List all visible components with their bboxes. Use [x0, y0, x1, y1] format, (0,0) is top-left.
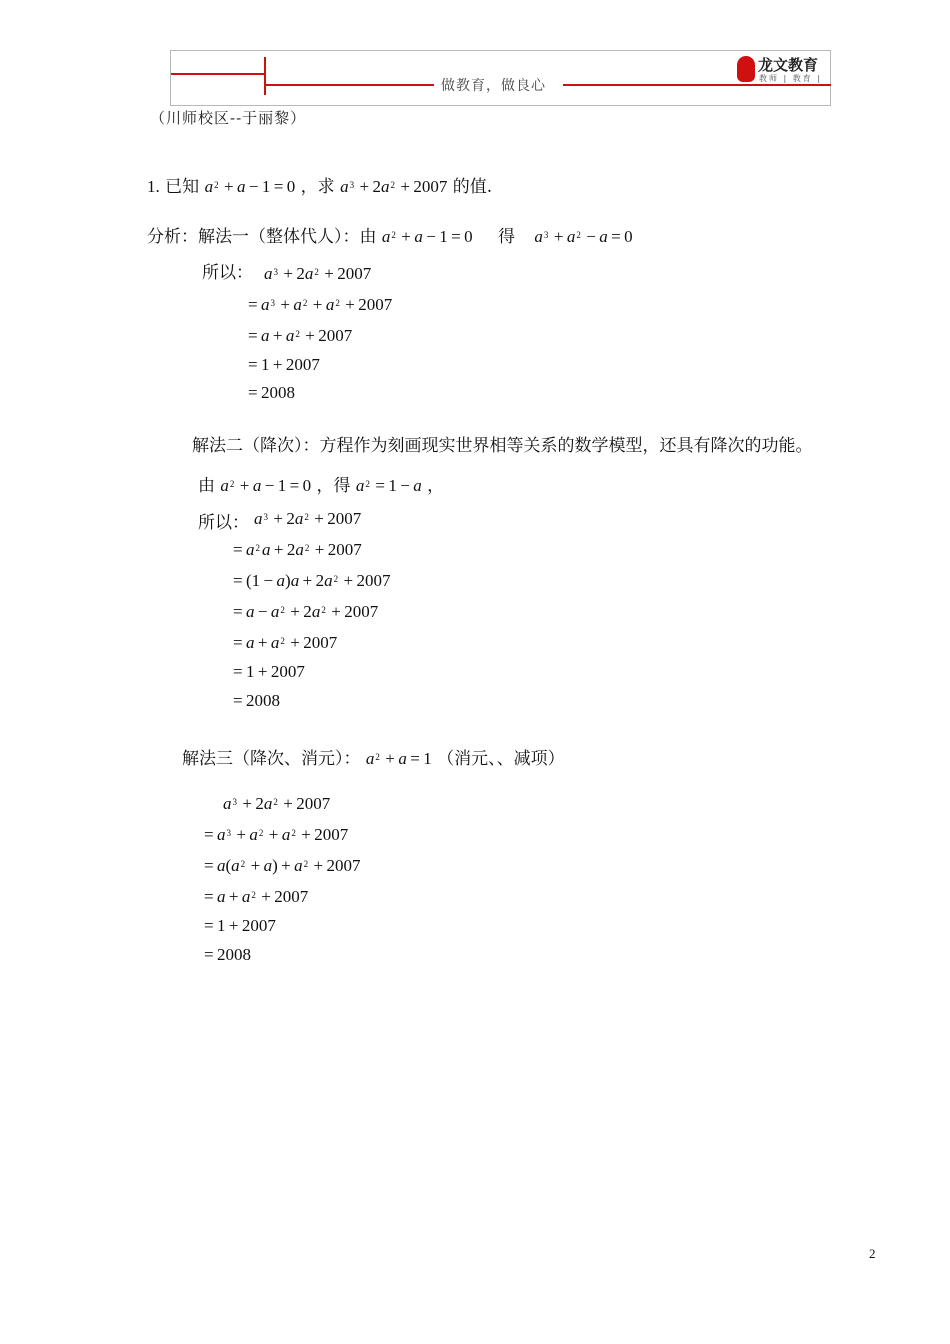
logo-subtext: 教师 | 教育 | [759, 74, 823, 83]
method1-step-3: = $a + a^2 + 2007$ [248, 326, 353, 345]
method2-step-7: = 2008 [233, 691, 280, 710]
method2-result: $a^2 = 1 - a$ [355, 476, 422, 495]
method2-de: ，得 [316, 476, 351, 496]
method3-step-1: $a^3 + 2a^2 + 2007$ [223, 794, 331, 813]
method3-title: 解法三（降次、消元）： [182, 749, 361, 769]
method2-step-6: = 1 + 2007 [233, 662, 305, 681]
method2-title: 解法二（降次）：方程作为刻画现实世界相等关系的数学模型，还具有降次的功能。 [192, 436, 813, 456]
header-slogan: 做教育，做良心 [441, 78, 546, 94]
header-rule-left [171, 73, 264, 75]
method1-suoyi: 所以： [202, 263, 253, 283]
method3-eq: $a^2 + a = 1$ [365, 749, 432, 768]
method2-given: $a^2 + a - 1 = 0$ [220, 476, 312, 495]
method2-step-5: = $a + a^2 + 2007$ [233, 633, 338, 652]
analysis-label: 分析：解法一（整体代人）：由 [147, 227, 377, 247]
method1-step-2: = $a^3 + a^2 + a^2 + 2007$ [248, 295, 393, 314]
problem-suffix: 的值. [452, 177, 493, 197]
method2-step-3: = $(1 - a)a + 2a^2 + 2007$ [233, 571, 391, 590]
logo-text: 龙文教育 [758, 56, 819, 74]
problem-target: $a^3 + 2a^2 + 2007$ [340, 177, 448, 196]
header-rule-right [563, 84, 831, 86]
method3-step-3: = $a(a^2 + a) + a^2 + 2007$ [204, 856, 361, 875]
method2-suoyi: 所以： [198, 513, 249, 533]
analysis-derived: $a^3 + a^2 - a = 0$ [534, 227, 633, 246]
problem-number: 1. [147, 177, 160, 196]
method2-given-line [198, 471, 444, 496]
method3-step-4: = $a + a^2 + 2007$ [204, 887, 309, 906]
page-number: 2 [869, 1246, 876, 1261]
analysis-given: $a^2 + a - 1 = 0$ [381, 227, 473, 246]
method2-you: 由 [198, 476, 215, 496]
analysis-de: 得 [498, 227, 516, 247]
method3-step-2: = $a^3 + a^2 + a^2 + 2007$ [204, 825, 349, 844]
method3-step-5: = 1 + 2007 [204, 916, 276, 935]
method3-title-line [182, 744, 565, 769]
method1-step-5: = 2008 [248, 383, 295, 402]
method3-step-6: = 2008 [204, 945, 251, 964]
problem-mid: ，求 [300, 177, 335, 197]
campus-label: （川师校区--于丽黎） [150, 109, 307, 127]
problem-condition: $a^2 + a - 1 = 0$ [204, 177, 296, 196]
method2-comma: ， [427, 476, 445, 496]
method3-note: （消元、、减项） [437, 749, 565, 769]
header-banner [170, 50, 831, 106]
problem-prefix: 已知 [165, 177, 200, 197]
method1-step-4: = 1 + 2007 [248, 355, 320, 374]
method2-step-1: $a^3 + 2a^2 + 2007$ [254, 509, 362, 528]
logo-icon [737, 56, 755, 82]
method2-step-4: = $a - a^2 + 2a^2 + 2007$ [233, 602, 379, 621]
analysis-line [147, 222, 633, 247]
header-rule-mid [266, 84, 434, 86]
method2-step-2: = $a^2$ $a + 2a^2 + 2007$ [233, 540, 362, 559]
method1-step-1: $a^3 + 2a^2 + 2007$ [264, 264, 372, 283]
problem-statement [147, 172, 492, 197]
header-rule-divider [264, 57, 266, 95]
